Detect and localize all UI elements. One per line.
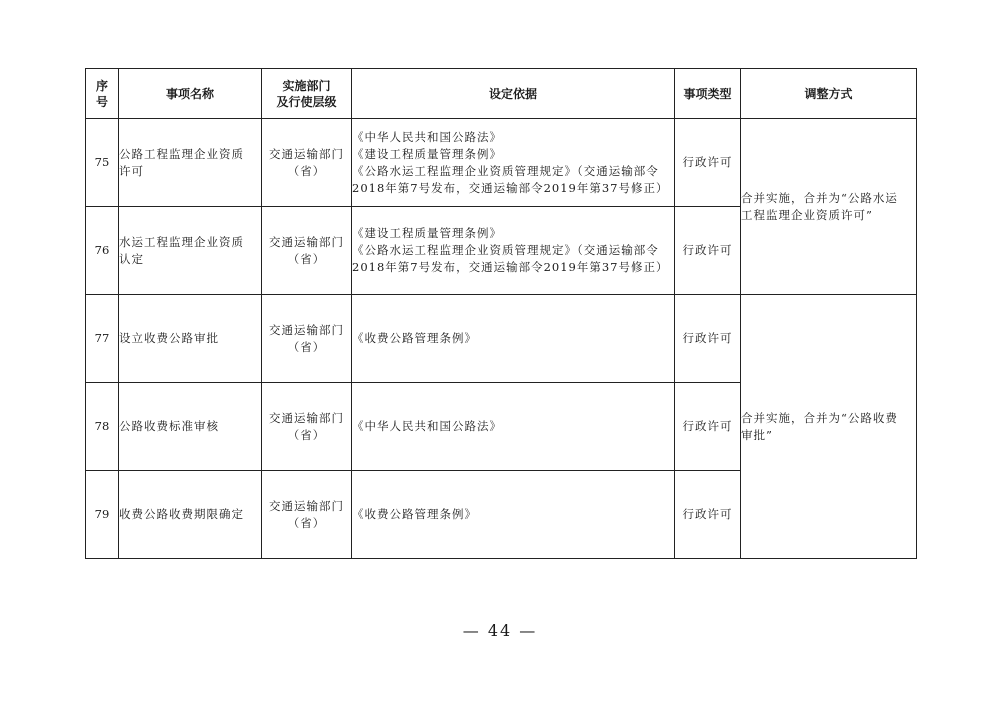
header-seq: 序 号: [86, 69, 119, 119]
adjustment-method: 合并实施，合并为“公路收费 审批”: [741, 295, 917, 559]
row-number: 75: [86, 119, 119, 207]
row-number: 78: [86, 383, 119, 471]
item-type: 行政许可: [675, 471, 741, 559]
table-row: [86, 295, 917, 383]
item-type: 行政许可: [675, 295, 741, 383]
item-name: 收费公路收费期限确定: [119, 471, 262, 559]
row-number: 77: [86, 295, 119, 383]
item-name: 水运工程监理企业资质 认定: [119, 207, 262, 295]
legal-basis: 《收费公路管理条例》: [352, 471, 675, 559]
header-name: 事项名称: [119, 69, 262, 119]
department: 交通运输部门 （省）: [262, 471, 352, 559]
department: 交通运输部门 （省）: [262, 119, 352, 207]
item-name: 设立收费公路审批: [119, 295, 262, 383]
item-type: 行政许可: [675, 119, 741, 207]
department: 交通运输部门 （省）: [262, 295, 352, 383]
legal-basis: 《收费公路管理条例》: [352, 295, 675, 383]
page-number: — 44 —: [462, 621, 538, 640]
department: 交通运输部门 （省）: [262, 207, 352, 295]
legal-basis: 《中华人民共和国公路法》 《建设工程质量管理条例》 《公路水运工程监理企业资质管理规定》（交通运输部令 2018年第7号发布，交通运输部令2019年第37号修正）: [352, 119, 675, 207]
table-header-row: [86, 69, 917, 119]
legal-basis: 《建设工程质量管理条例》 《公路水运工程监理企业资质管理规定》（交通运输部令 2018年第7号发布，交通运输部令2019年第37号修正）: [352, 207, 675, 295]
table-row: [86, 119, 917, 207]
header-basis: 设定依据: [352, 69, 675, 119]
item-name: 公路收费标准审核: [119, 383, 262, 471]
header-dept: 实施部门 及行使层级: [262, 69, 352, 119]
legal-basis: 《中华人民共和国公路法》: [352, 383, 675, 471]
item-name: 公路工程监理企业资质 许可: [119, 119, 262, 207]
header-adjust: 调整方式: [741, 69, 917, 119]
header-type: 事项类型: [675, 69, 741, 119]
permit-table: [85, 68, 917, 559]
department: 交通运输部门 （省）: [262, 383, 352, 471]
adjustment-method: 合并实施，合并为“公路水运 工程监理企业资质许可”: [741, 119, 917, 295]
item-type: 行政许可: [675, 383, 741, 471]
item-type: 行政许可: [675, 207, 741, 295]
row-number: 79: [86, 471, 119, 559]
row-number: 76: [86, 207, 119, 295]
